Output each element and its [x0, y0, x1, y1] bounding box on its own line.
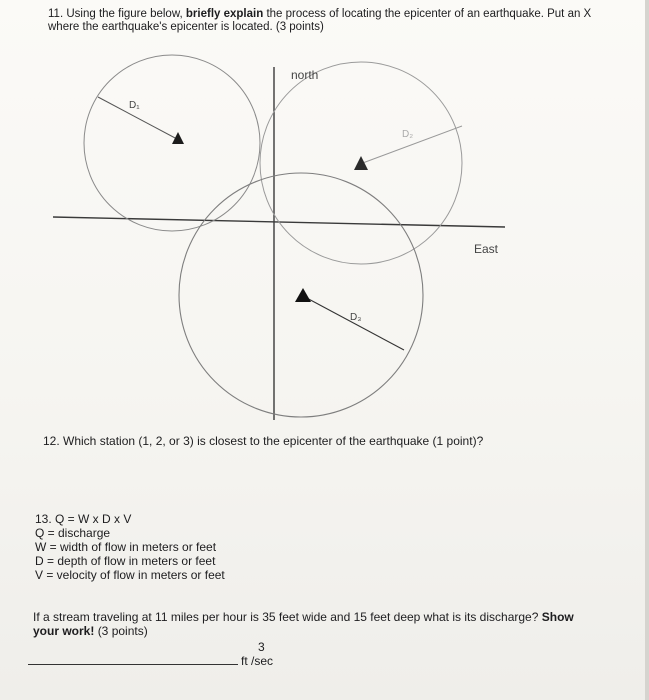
d1-label: D₁ [129, 100, 140, 111]
answer-unit: ft /sec [241, 654, 274, 668]
q11-text-a: Using the figure below, [66, 8, 183, 20]
q13-w-definition: W = width of flow in meters or feet [35, 540, 217, 554]
circle-station-1 [84, 55, 260, 231]
east-label: East [474, 242, 499, 256]
answer-blank-line[interactable] [28, 664, 238, 665]
question-13 [35, 512, 435, 582]
q13-v-definition: V = velocity of flow in meters or feet [35, 568, 225, 582]
q13-d-definition: D = depth of flow in meters or feet [35, 554, 216, 568]
q11-text-b: the process of locating the epicenter of an earthquake. Put an X where the earthquake's epicenter is located. (3 points) [48, 8, 592, 33]
unit-exponent: 3 [258, 640, 265, 654]
q11-bold-text: briefly explain [185, 8, 264, 20]
d3-label: D₃ [350, 312, 362, 323]
q11-number: 11. [48, 8, 64, 20]
show-work-text: Show your work! [33, 610, 574, 638]
station-3-marker [295, 288, 311, 302]
q13-q-definition: Q = discharge [35, 526, 111, 540]
word-problem [33, 610, 593, 638]
station-1-marker [172, 132, 184, 144]
question-12: 12. Which station (1, 2, or 3) is closest to the epicenter of the earthquake (1 point)? [43, 434, 484, 448]
north-label: north [291, 68, 319, 82]
word-problem-points: (3 points) [97, 624, 148, 638]
radius-line-d3 [303, 296, 404, 350]
d2-label: D₂ [402, 129, 414, 140]
word-problem-text: If a stream traveling at 11 miles per hour is 35 feet wide and 15 feet deep what is its discharge? [33, 610, 539, 624]
q13-formula: 13. Q = W x D x V [35, 512, 132, 526]
station-2-marker [354, 156, 368, 170]
